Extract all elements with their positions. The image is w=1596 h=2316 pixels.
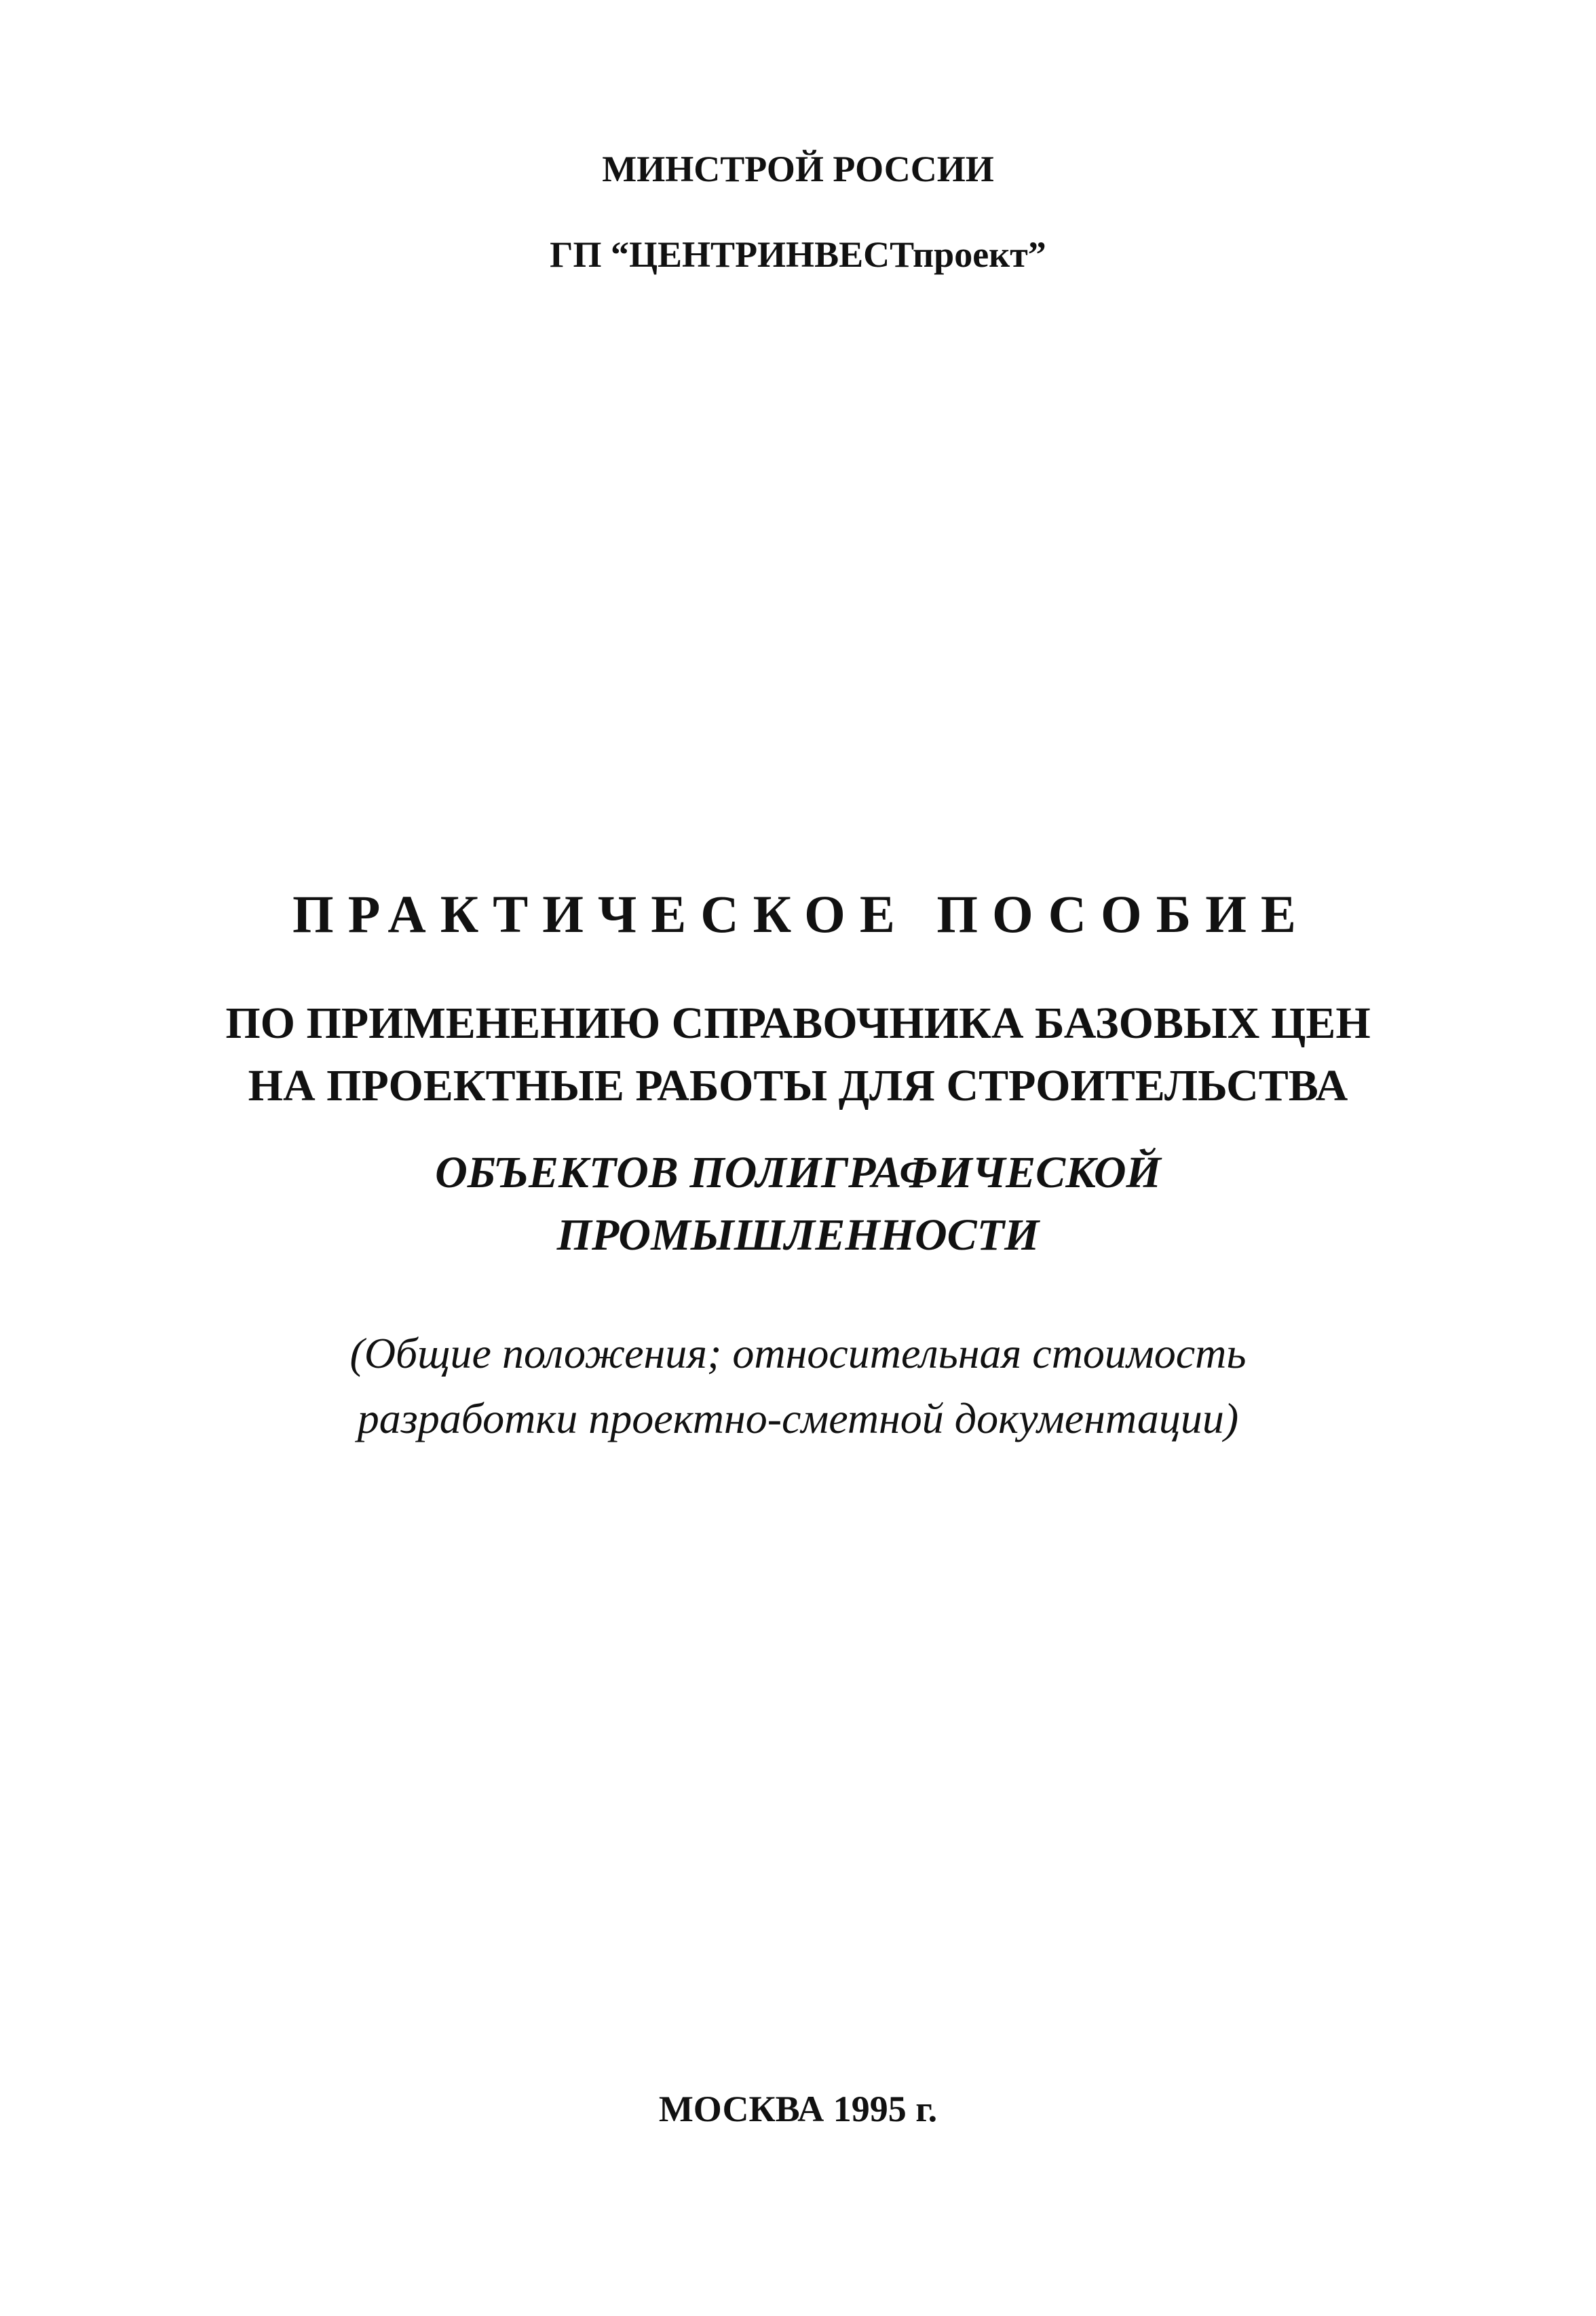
document-title: ПРАКТИЧЕСКОЕ ПОСОБИЕ: [292, 884, 1310, 944]
city-year: МОСКВА 1995 г.: [658, 2089, 938, 2129]
subtitle-line: ПО ПРИМЕНЕНИЮ СПРАВОЧНИКА БАЗОВЫХ ЦЕН: [225, 998, 1371, 1048]
objects-line: ПРОМЫШЛЕННОСТИ: [556, 1210, 1040, 1260]
document-objects: [0, 1142, 1596, 1267]
subtitle-line: НА ПРОЕКТНЫЕ РАБОТЫ ДЛЯ СТРОИТЕЛЬСТВА: [248, 1061, 1348, 1110]
organization-name: ГП “ЦЕНТРИНВЕСТпроект”: [550, 234, 1046, 275]
note-line: разработки проектно-сметной документации): [357, 1394, 1239, 1442]
document-note: [0, 1321, 1596, 1451]
objects-line: ОБЪЕКТОВ ПОЛИГРАФИЧЕСКОЙ: [435, 1148, 1161, 1197]
note-line: (Общие положения; относительная стоимость: [349, 1329, 1247, 1377]
document-subtitle: [0, 992, 1596, 1117]
ministry-name: МИНСТРОЙ РОССИИ: [602, 149, 994, 189]
